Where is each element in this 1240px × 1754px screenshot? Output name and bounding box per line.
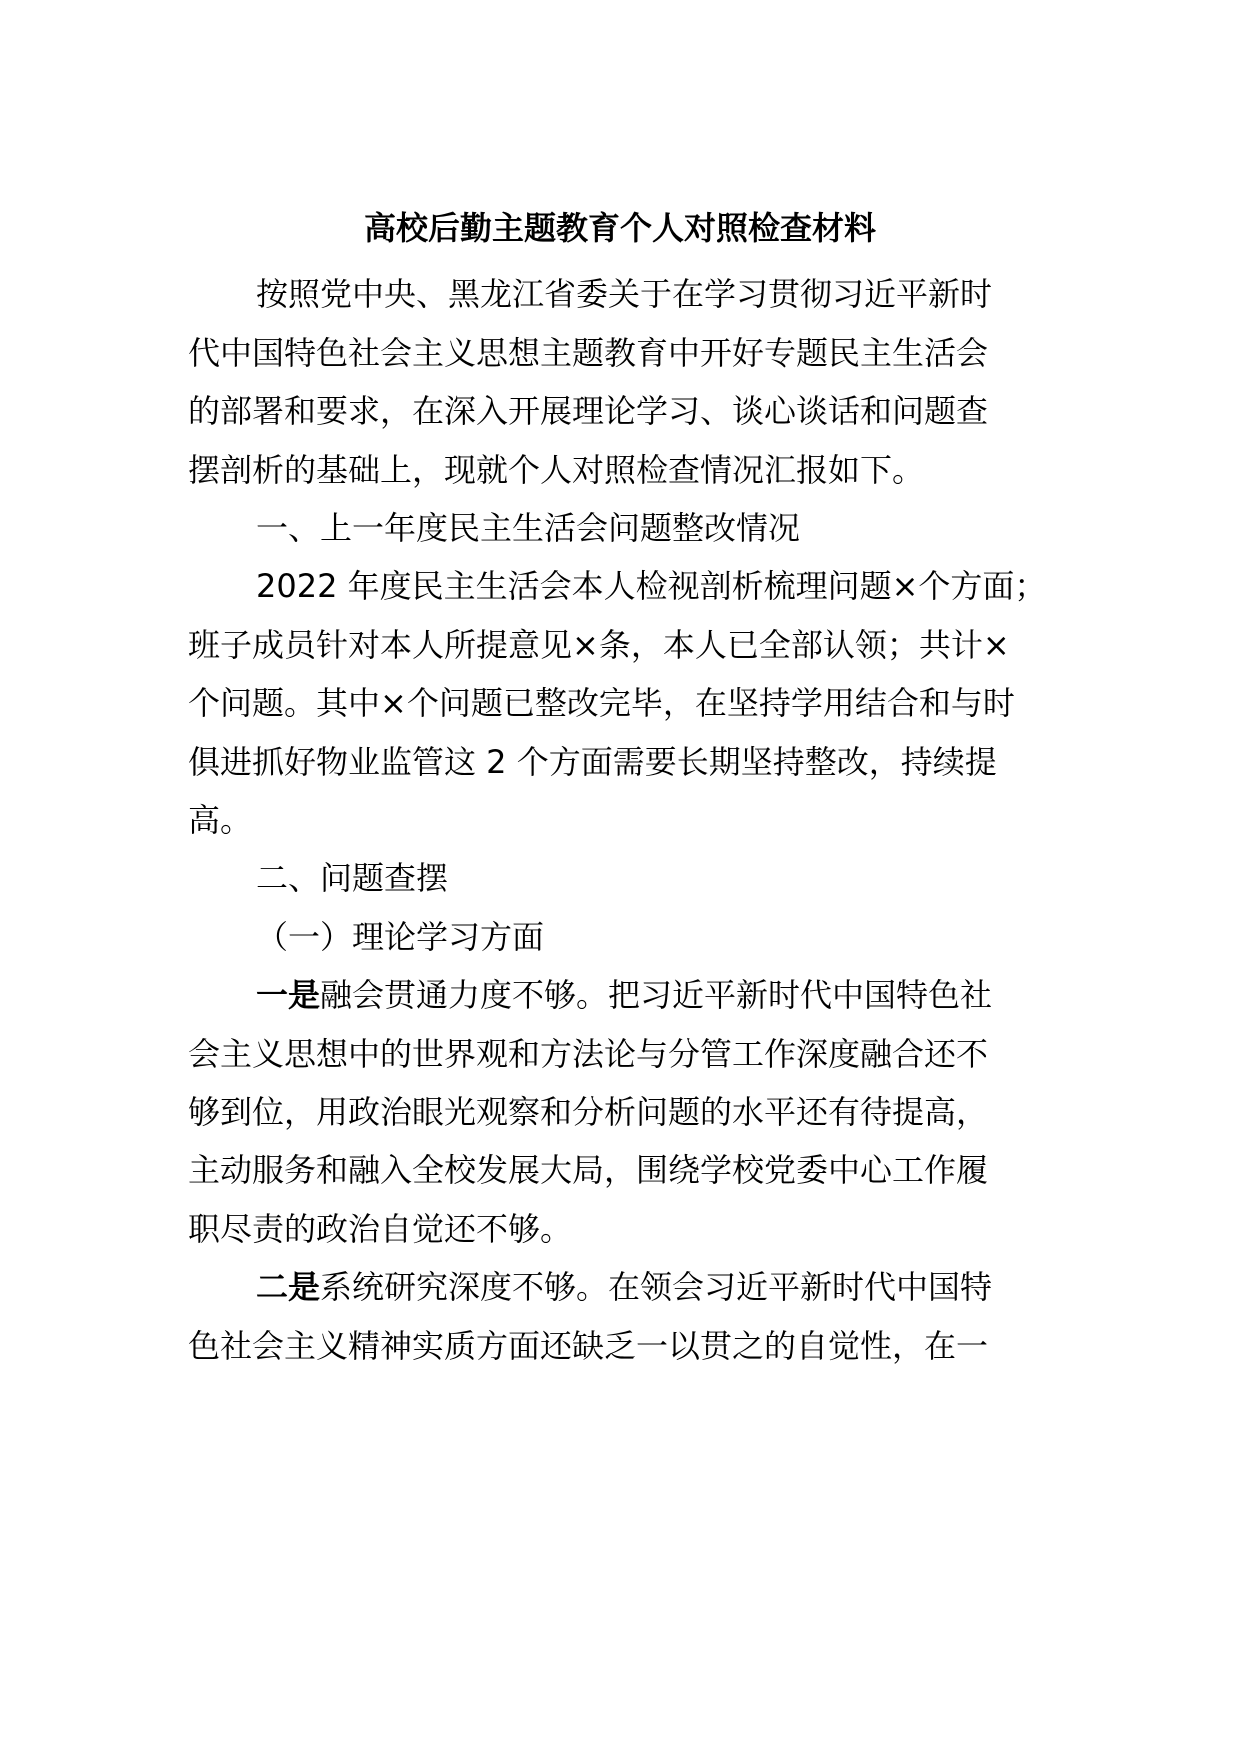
body-line: 摆剖析的基础上，现就个人对照检查情况汇报如下。 [188, 451, 925, 489]
subsection-heading: （一）理论学习方面 [256, 918, 545, 956]
body-line: 色社会主义精神实质方面还缺乏一以贯之的自觉性，在一 [188, 1327, 989, 1365]
body-line: 俱进抓好物业监管这 2 个方面需要长期坚持整改，持续提 [188, 743, 997, 781]
lead-phrase: 一是 [256, 976, 321, 1014]
body-line: 职尽责的政治自觉还不够。 [188, 1210, 573, 1248]
body-text: 融会贯通力度不够。把习近平新时代中国特色社 [320, 976, 993, 1014]
body-line: 的部署和要求，在深入开展理论学习、谈心谈话和问题查 [188, 392, 989, 430]
body-line: 班子成员针对本人所提意见×条，本人已全部认领；共计× [188, 626, 1010, 664]
section-heading-2: 二、问题查摆 [256, 859, 449, 897]
document-title: 高校后勤主题教育个人对照检查材料 [363, 209, 876, 247]
section-heading-1: 一、上一年度民主生活会问题整改情况 [256, 509, 801, 547]
paragraph-first-start [256, 973, 992, 1017]
body-line: 代中国特色社会主义思想主题教育中开好专题民主生活会 [188, 334, 989, 372]
body-line: 按照党中央、黑龙江省委关于在学习贯彻习近平新时 [256, 275, 993, 313]
body-text: 系统研究深度不够。在领会习近平新时代中国特 [320, 1268, 993, 1306]
lead-phrase: 二是 [256, 1268, 321, 1306]
paragraph-second-start [256, 1265, 992, 1309]
body-line: 够到位，用政治眼光观察和分析问题的水平还有待提高， [188, 1093, 989, 1131]
body-line: 主动服务和融入全校发展大局，围绕学校党委中心工作履 [188, 1151, 989, 1189]
body-line: 个问题。其中×个问题已整改完毕，在坚持学用结合和与时 [188, 684, 1015, 722]
body-line: 会主义思想中的世界观和方法论与分管工作深度融合还不 [188, 1035, 989, 1073]
body-line: 2022 年度民主生活会本人检视剖析梳理问题×个方面； [256, 567, 1047, 605]
body-line: 高。 [188, 801, 253, 839]
